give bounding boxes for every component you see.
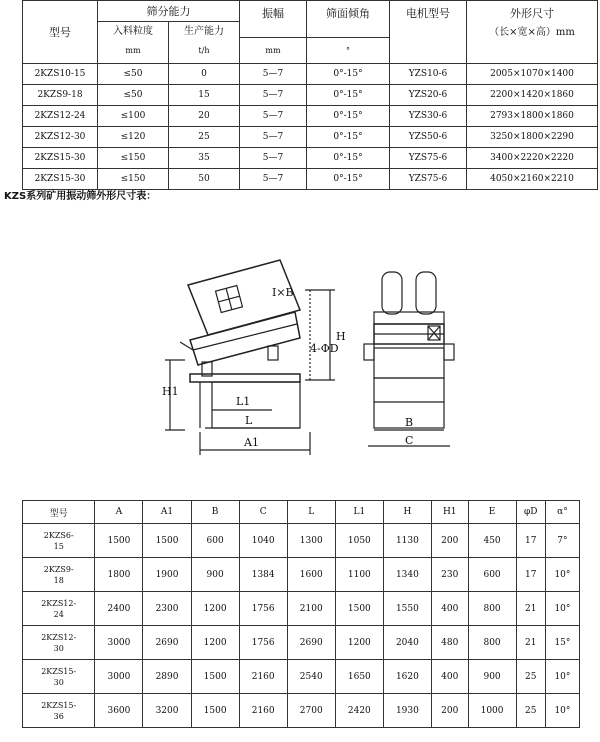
spec-cell-amp: 5—7 [240,169,307,190]
dim-cell: 1600 [287,558,335,592]
header-model: 型号 [23,1,98,64]
spec-cell-output: 50 [169,169,240,190]
dim-cell: 1756 [239,592,287,626]
dim-model-line-2: 15 [53,541,64,551]
label-ixb: I×B [272,286,294,299]
dim-cell: 1500 [335,592,383,626]
header-dimensions [467,1,598,64]
dim-row [23,592,580,626]
spec-cell-output: 0 [169,64,240,85]
dim-cell: 21 [516,592,545,626]
spec-cell-feed: ≤150 [98,169,169,190]
dim-cell: 480 [431,626,468,660]
dim-cell: 1200 [191,626,239,660]
spec-cell-dims: 3400×2220×2220 [467,148,598,169]
dim-cell-model [23,592,95,626]
dim-cell: 230 [431,558,468,592]
dim-row [23,660,580,694]
dim-cell: 900 [468,660,516,694]
dim-row [23,694,580,728]
label-l1: L1 [236,395,251,408]
dim-cell: 2690 [143,626,191,660]
dim-cell: 450 [468,524,516,558]
label-h1: H1 [162,385,179,398]
dim-model-line-2: 30 [53,677,64,687]
spec-table [22,0,598,190]
dim-cell: 1500 [191,694,239,728]
dim-cell: 1050 [335,524,383,558]
dim-cell: 2160 [239,660,287,694]
dim-header-cell: A [95,501,143,524]
spec-cell-output: 15 [169,85,240,106]
dim-table-header [23,501,580,524]
dim-cell: 1384 [239,558,287,592]
dim-cell: 2540 [287,660,335,694]
dim-cell: 1500 [191,660,239,694]
dim-model-line-1: 2KZS9- [43,564,74,574]
dim-header-cell: B [191,501,239,524]
dim-cell: 1650 [335,660,383,694]
dim-cell: 25 [516,694,545,728]
dim-cell: 2690 [287,626,335,660]
dim-cell: 10° [545,558,579,592]
spec-cell-model: 2KZS9-18 [23,85,98,106]
spec-cell-feed: ≤50 [98,85,169,106]
dim-model-line-1: 2KZS15- [41,666,77,676]
dim-row [23,524,580,558]
spec-cell-dims: 3250×1800×2290 [467,127,598,148]
dim-model-line-1: 2KZS12- [41,632,77,642]
dim-cell: 600 [191,524,239,558]
dim-header-cell: α° [545,501,579,524]
dim-table [22,500,580,728]
dim-cell: 2890 [143,660,191,694]
dim-cell-model [23,524,95,558]
dim-cell: 400 [431,660,468,694]
dim-model-line-1: 2KZS6- [43,530,74,540]
spec-cell-dims: 2200×1420×1860 [467,85,598,106]
spec-cell-model: 2KZS12-24 [23,106,98,127]
dim-header-cell: 型号 [23,501,95,524]
spec-cell-amp: 5—7 [240,106,307,127]
spec-cell-feed: ≤50 [98,64,169,85]
dim-cell-model [23,660,95,694]
header-dimensions-sub: （长×宽×高）mm [489,27,575,38]
label-b: B [405,416,414,429]
header-feed-size: 入料粒度 [98,22,169,38]
dim-model-line-1: 2KZS15- [41,700,77,710]
dim-cell: 2040 [383,626,431,660]
dim-model-line-2: 24 [53,609,64,619]
dim-model-line-2: 36 [53,711,64,721]
dim-cell: 1200 [191,592,239,626]
dim-cell: 2400 [95,592,143,626]
label-phi-d: 4-ΦD [310,342,339,355]
header-feed-size-unit: mm [98,37,169,64]
dim-cell: 2300 [143,592,191,626]
dim-cell: 15° [545,626,579,660]
spec-cell-model: 2KZS12-30 [23,127,98,148]
dim-cell: 1900 [143,558,191,592]
label-l: L [245,414,253,427]
spec-row [23,148,598,169]
dim-cell: 1500 [143,524,191,558]
dim-header-cell: φD [516,501,545,524]
dim-cell: 200 [431,694,468,728]
dim-cell-model [23,558,95,592]
dim-cell: 2420 [335,694,383,728]
spec-cell-feed: ≤120 [98,127,169,148]
spec-cell-amp: 5—7 [240,127,307,148]
dim-cell: 10° [545,660,579,694]
spec-cell-amp: 5—7 [240,64,307,85]
dim-row [23,626,580,660]
dim-cell: 1800 [95,558,143,592]
label-c: C [405,434,414,447]
spec-cell-output: 35 [169,148,240,169]
dim-cell: 10° [545,592,579,626]
header-motor: 电机型号 [390,1,467,64]
dim-cell: 900 [191,558,239,592]
dim-model-line-1: 2KZS12- [41,598,77,608]
dim-header-cell: E [468,501,516,524]
dim-header-cell: L [287,501,335,524]
dim-cell: 1500 [95,524,143,558]
spec-cell-motor: YZS75-6 [390,148,467,169]
header-output: 生产能力 [169,22,240,38]
dim-cell: 3000 [95,626,143,660]
dim-cell: 10° [545,694,579,728]
dim-cell: 2160 [239,694,287,728]
header-deck-angle: 筛面倾角 [307,1,390,38]
spec-cell-dims: 2005×1070×1400 [467,64,598,85]
dim-cell: 1040 [239,524,287,558]
dim-cell: 1930 [383,694,431,728]
dim-cell: 1550 [383,592,431,626]
spec-row [23,106,598,127]
spec-cell-angle: 0°-15° [307,127,390,148]
spec-cell-feed: ≤150 [98,148,169,169]
spec-cell-motor: YZS50-6 [390,127,467,148]
dim-cell: 3000 [95,660,143,694]
spec-cell-amp: 5—7 [240,148,307,169]
label-a1: A1 [244,436,259,449]
dim-cell: 1200 [335,626,383,660]
spec-cell-dims: 2793×1800×1860 [467,106,598,127]
dim-header-cell: H1 [431,501,468,524]
dim-cell: 1620 [383,660,431,694]
diagram-caption: KZS系列矿用振动筛外形尺寸表： [4,191,157,202]
spec-cell-motor: YZS10-6 [390,64,467,85]
dim-model-line-2: 18 [53,575,64,585]
dim-cell: 17 [516,524,545,558]
spec-cell-feed: ≤100 [98,106,169,127]
dim-cell: 1756 [239,626,287,660]
dim-cell: 1130 [383,524,431,558]
spec-cell-model: 2KZS15-30 [23,169,98,190]
dim-row [23,558,580,592]
spec-cell-motor: YZS20-6 [390,85,467,106]
spec-cell-angle: 0°-15° [307,106,390,127]
spec-cell-output: 25 [169,127,240,148]
spec-cell-output: 20 [169,106,240,127]
dim-cell: 200 [431,524,468,558]
spec-cell-angle: 0°-15° [307,85,390,106]
dim-header-cell: H [383,501,431,524]
dim-cell: 600 [468,558,516,592]
dim-cell: 1340 [383,558,431,592]
header-screening-capacity: 筛分能力 [98,1,240,22]
spec-cell-angle: 0°-15° [307,148,390,169]
dim-cell: 3200 [143,694,191,728]
dim-cell: 2100 [287,592,335,626]
spec-row [23,127,598,148]
dim-model-line-2: 30 [53,643,64,653]
dim-cell: 3600 [95,694,143,728]
header-amplitude: 振幅 [240,1,307,38]
dim-cell: 1100 [335,558,383,592]
spec-row [23,85,598,106]
dim-cell: 800 [468,626,516,660]
dim-cell: 1000 [468,694,516,728]
dim-cell: 800 [468,592,516,626]
dim-header-cell: L1 [335,501,383,524]
dim-header-cell: A1 [143,501,191,524]
dim-cell: 1300 [287,524,335,558]
spec-cell-motor: YZS30-6 [390,106,467,127]
spec-cell-amp: 5—7 [240,85,307,106]
spec-row [23,64,598,85]
dim-header-cell: C [239,501,287,524]
spec-cell-model: 2KZS15-30 [23,148,98,169]
spec-cell-angle: 0°-15° [307,64,390,85]
dim-cell-model [23,626,95,660]
dim-cell: 2700 [287,694,335,728]
dim-cell: 17 [516,558,545,592]
spec-cell-motor: YZS75-6 [390,169,467,190]
dim-cell: 21 [516,626,545,660]
dim-cell: 25 [516,660,545,694]
dim-cell: 400 [431,592,468,626]
header-amplitude-unit: mm [240,37,307,64]
spec-cell-model: 2KZS10-15 [23,64,98,85]
header-dimensions-title: 外形尺寸 [510,7,554,20]
label-h: H [336,330,346,343]
spec-cell-angle: 0°-15° [307,169,390,190]
dim-cell: 7° [545,524,579,558]
header-deck-angle-unit: ° [307,37,390,64]
spec-cell-dims: 4050×2160×2210 [467,169,598,190]
dim-cell-model [23,694,95,728]
screen-dimension-diagram [160,250,460,465]
header-output-unit: t/h [169,37,240,64]
